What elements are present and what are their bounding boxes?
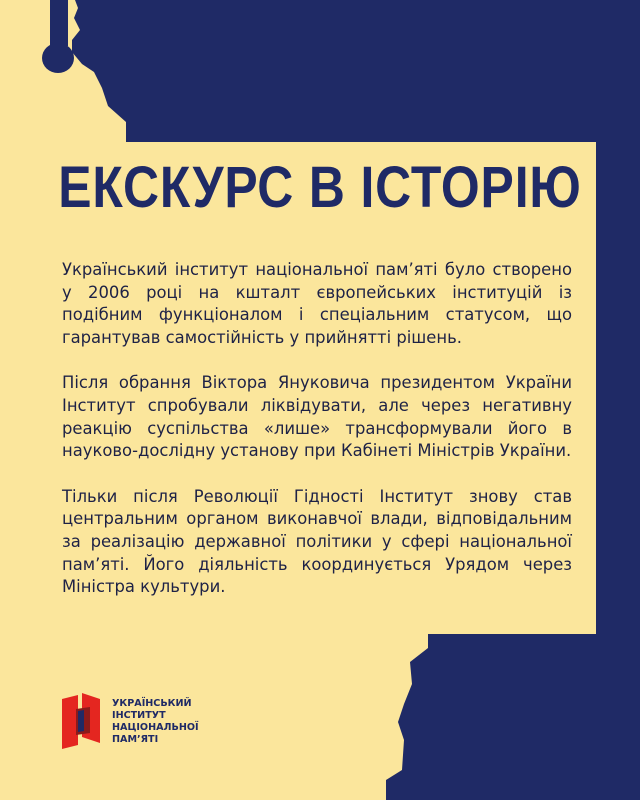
paragraph-1: Український інститут національної пам’яті було створено у 2006 році на кшталт європейських інституцій із подібним функціоналом і спеціальним статусом, що гарантував самостійність у прийнятті рішень. xyxy=(62,260,572,347)
silhouette-ornament xyxy=(42,43,74,73)
silhouette-ornament-stem xyxy=(50,0,68,46)
body-text xyxy=(62,259,572,622)
paragraph-2: Після обрання Віктора Януковича президентом України Інститут спробували ліквідувати, але через негативну реакцію суспільства «лише» трансформували його в науково-дослідну установу при Кабінеті Міністрів України. xyxy=(62,373,572,461)
page-title: ЕКСКУРС В ІСТОРІЮ xyxy=(58,155,582,220)
logo-text xyxy=(112,698,199,746)
logo-line-2: ІНСТИТУТ xyxy=(112,710,166,721)
logo-line-4: ПАМ’ЯТІ xyxy=(112,734,159,745)
logo-line-3: НАЦІОНАЛЬНОЇ xyxy=(112,722,199,733)
uinp-logo-icon xyxy=(62,693,102,749)
logo-line-1: УКРАЇНСЬКИЙ xyxy=(112,698,192,709)
paragraph-3: Тільки після Революції Гідності Інститут знову став центральним органом виконавчої влади, відповідальним за реалізацію державної політики у сфері національної пам’яті. Його діяльність координується Урядом через Міністра культури. xyxy=(62,486,572,597)
